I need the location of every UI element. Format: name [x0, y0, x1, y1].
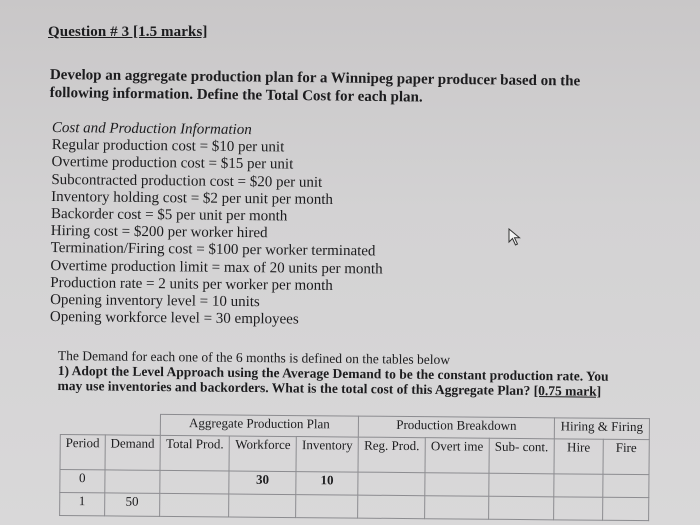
group-header: Aggregate Production Plan — [160, 414, 358, 437]
column-header: Hire — [554, 439, 603, 474]
cost-production-info — [50, 120, 384, 330]
table-blank-cell — [60, 414, 160, 436]
table-cell: 0 — [60, 470, 105, 493]
info-title: Cost and Production Information — [51, 120, 252, 139]
table-cell: 10 — [296, 472, 358, 496]
question-1-text: 1) Adopt the Level Approach using the Average Demand to be the constant production rate. You may use inventories and backorders. What is the total cost of this Aggregate Plan? — [57, 362, 609, 398]
info-line: Backorder cost = $5 per unit per month — [50, 206, 288, 225]
aggregate-plan-table — [59, 413, 650, 521]
table-cell — [489, 473, 554, 497]
table-cell — [488, 496, 553, 520]
info-line: Inventory holding cost = $2 per unit per month — [51, 188, 334, 208]
table-cell — [603, 497, 649, 520]
table-cell: 1 — [60, 493, 105, 516]
demand-section — [58, 348, 618, 399]
table-cell — [105, 470, 160, 493]
group-header: Hiring & Firing — [554, 418, 649, 440]
column-header: Demand — [105, 435, 161, 470]
table-cell — [160, 470, 230, 494]
table-cell — [358, 495, 425, 519]
table-cell — [229, 494, 296, 518]
table-cell — [160, 493, 230, 517]
table-header-row — [60, 435, 649, 475]
table-cell — [358, 472, 425, 496]
info-line: Production rate = 2 units per worker per month — [50, 274, 333, 294]
table-cell — [603, 474, 649, 497]
info-line: Termination/Firing cost = $100 per worker terminated — [50, 240, 376, 260]
column-header: Inventory — [296, 437, 358, 473]
info-line: Opening inventory level = 10 units — [50, 292, 260, 311]
column-header: Total Prod. — [160, 435, 230, 471]
table-cell — [425, 473, 489, 497]
group-header: Production Breakdown — [358, 416, 554, 439]
info-line: Subcontracted production cost = $20 per unit — [51, 171, 323, 191]
table-cell: 30 — [229, 471, 296, 495]
info-line: Overtime production limit = max of 20 units per month — [50, 257, 383, 278]
mouse-pointer-icon — [508, 228, 522, 246]
info-line: Regular production cost = $10 per unit — [51, 137, 285, 156]
table-cell — [554, 474, 603, 497]
table-cell — [296, 495, 358, 519]
table-cell: 50 — [104, 493, 159, 516]
column-header: Period — [60, 435, 105, 470]
question-intro: Develop an aggregate production plan for a Winnipeg paper producer based on the following information. Define the Total Cost for each plan. — [49, 66, 581, 106]
column-header: Fire — [603, 439, 649, 474]
info-line: Hiring cost = $200 per worker hired — [50, 223, 268, 242]
demand-text: The Demand for each one of the 6 months is defined on the tables below — [57, 348, 451, 368]
question-1 — [58, 363, 618, 399]
column-header: Reg. Prod. — [358, 437, 425, 473]
column-header: Overt ime — [425, 438, 489, 474]
info-line: Opening workforce level = 30 employees — [49, 309, 299, 328]
table-cell — [553, 497, 602, 520]
table-row — [60, 493, 649, 521]
table-cell — [425, 496, 489, 520]
info-line: Overtime production cost = $15 per unit — [51, 154, 294, 173]
column-header: Workforce — [229, 436, 296, 472]
question-1-marks: [0.75 mark] — [533, 382, 602, 399]
question-heading: Question # 3 [1.5 marks] — [48, 24, 208, 40]
column-header: Sub- cont. — [489, 438, 554, 474]
